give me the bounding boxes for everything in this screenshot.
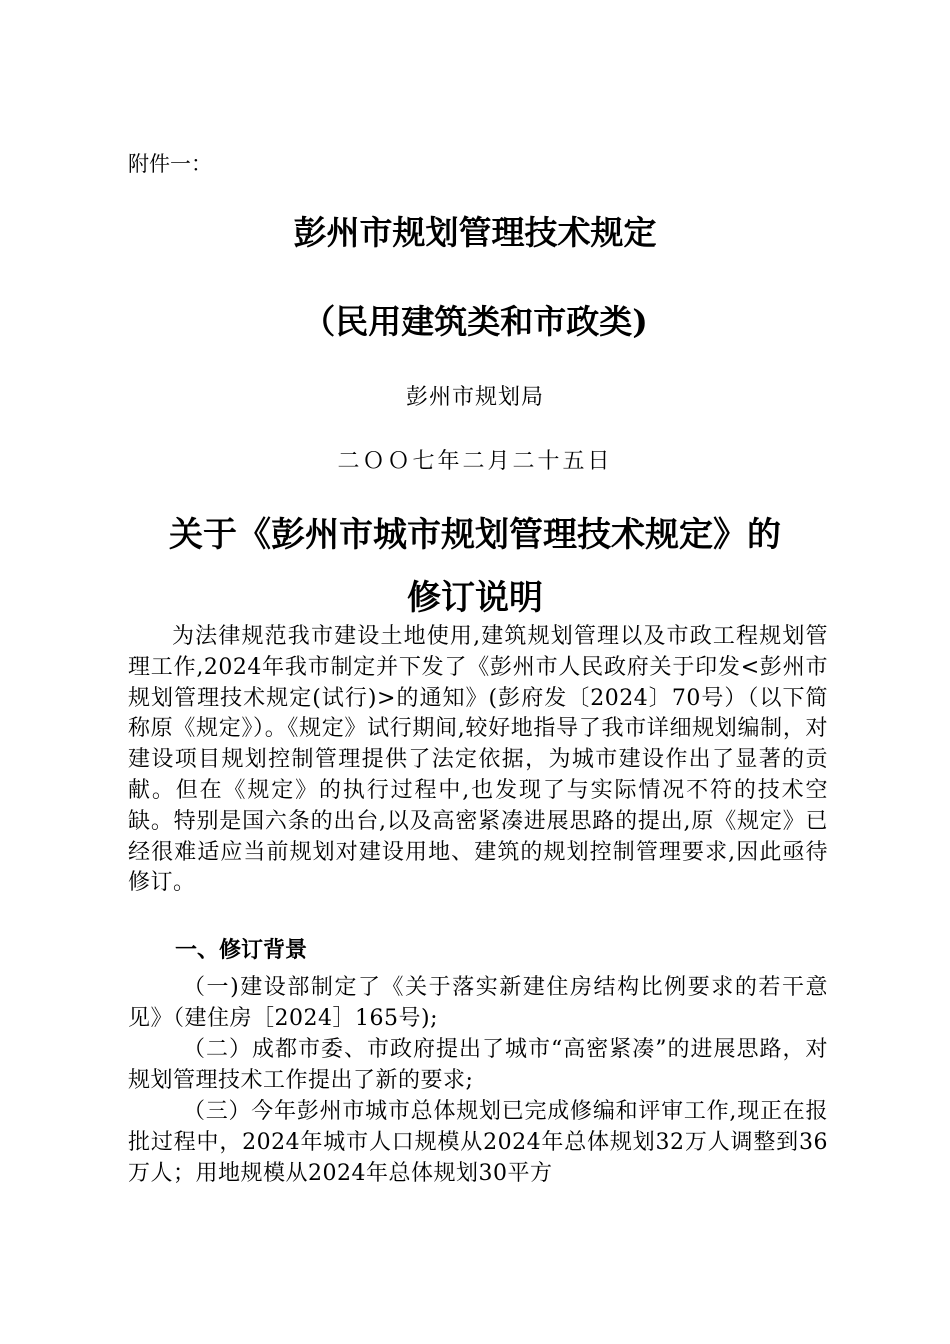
section-title-line2: 修订说明 <box>407 578 543 618</box>
intro-paragraph: 为法律规范我市建设土地使用,建筑规划管理以及市政工程规划管理工作,2024年我市制定并下发了《彭州市人民政府关于印发<彭州市规划管理技术规定(试行)>的通知》(彭府发〔2024〕70号）（以下简称原《规定》）。《规定》试行期间,较好地指导了我市详细规划编制，对建设项目规划控制管理提供了法定依据，为城市建设作出了显著的贡献。但在《规定》的执行过程中,也发现了与实际情况不符的技术空缺。特别是国六条的出台,以及高密紧凑进展思路的提出,原《规定》已经很难适应当前规划对建设用地、建筑的规划控制管理要求,因此亟待修订。 <box>128 624 828 896</box>
background-item-1: （一)建设部制定了《关于落实新建住房结构比例要求的若干意见》（建住房［2024］165号); <box>128 975 828 1031</box>
issuer: 彭州市规划局 <box>405 385 544 410</box>
document-title: 彭州市规划管理技术规定 <box>293 213 657 252</box>
background-list <box>128 972 828 1189</box>
intro-section <box>128 622 828 899</box>
background-item-2: （二）成都市委、市政府提出了城市“高密紧凑”的进展思路，对规划管理技术工作提出了新的要求; <box>128 1037 828 1093</box>
issue-date: 二ＯＯ七年二月二十五日 <box>337 449 613 474</box>
document-subtitle: （民用建筑类和市政类) <box>302 302 648 341</box>
background-item-3: （三）今年彭州市城市总体规划已完成修编和评审工作,现正在报批过程中，2024年城市人口规模从2024年总体规划32万人调整到36万人；用地规模从2024年总体规划30平方 <box>128 1099 828 1186</box>
section-title-line1: 关于《彭州市城市规划管理技术规定》的 <box>169 515 781 555</box>
section-heading: 一、修订背景 <box>175 938 308 963</box>
attachment-label: 附件一： <box>128 152 212 176</box>
